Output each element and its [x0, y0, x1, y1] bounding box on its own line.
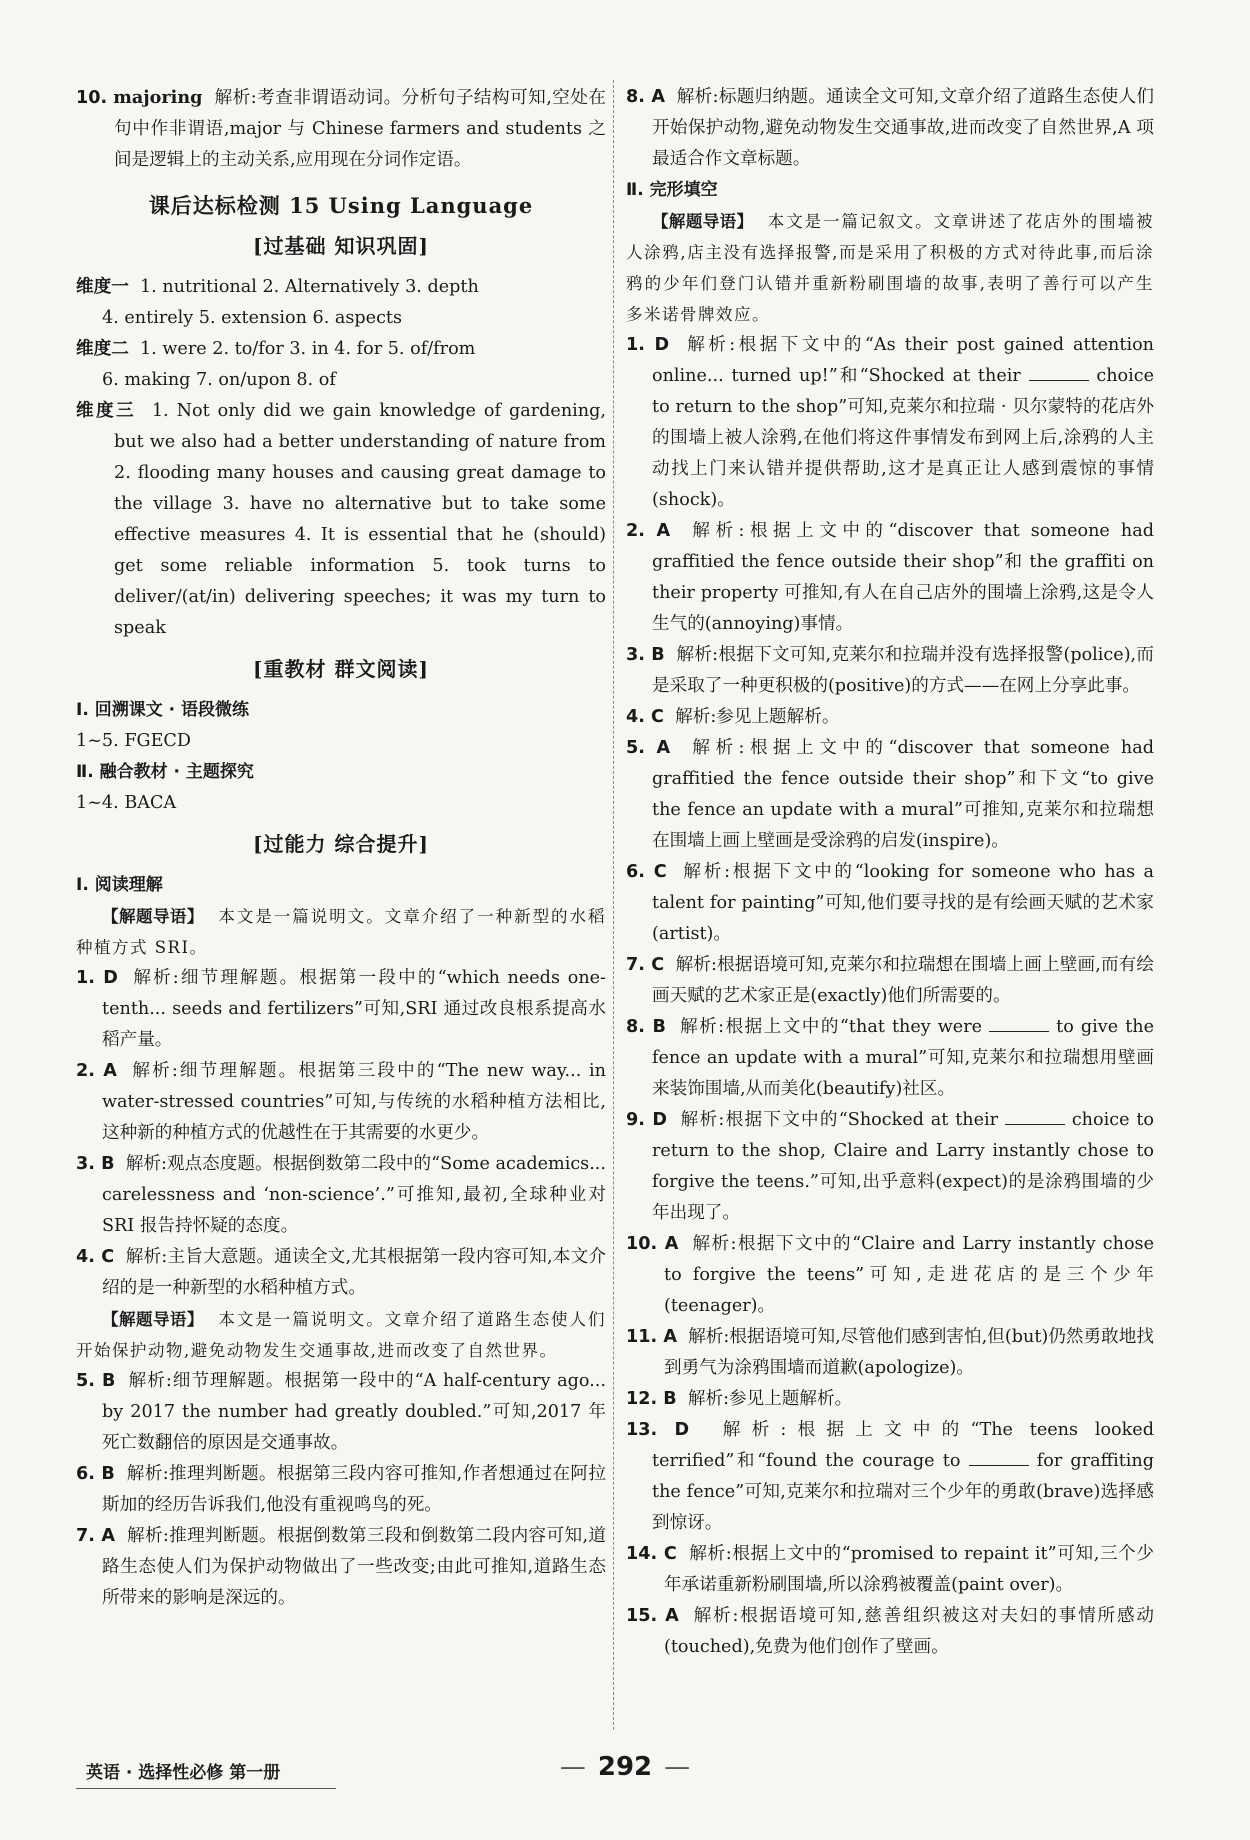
answer-item: 5. A 解析:根据上文中的“discover that someone had graffitied the fence outside their shop”和下文“to give the fence an update with a mural”可推知,克莱尔和拉瑞想在围墙上画上壁画是受涂鸦的启发(inspire)。	[626, 738, 1155, 851]
dimension-2: 维度二 1. were 2. to/for 3. in 4. for 5. of/from	[76, 339, 476, 359]
answer-item: 13. D 解析:根据上文中的“The teens looked terrified”和“found the courage to for graffiting the fence”可知,克莱尔和拉瑞对三个少年的勇敢(brave)选择感到惊讶。	[626, 1420, 1155, 1533]
page-number: — 292 —	[559, 1752, 691, 1782]
blank-line	[989, 1013, 1049, 1032]
answer-item: 7. A 解析:推理判断题。根据倒数第三段和倒数第二段内容可知,道路生态使人们为保护动物做出了一些改变;由此可推知,道路生态所带来的影响是深远的。	[76, 1526, 606, 1608]
answer-item: 1. D 解析:根据下文中的“As their post gained attention online... turned up!”和“Shocked at their choice to return to the shop”可知,克莱尔和拉瑞 · 贝尔蒙特的花店外的围墙上被人涂鸦,在他们将这件事情发布到网上后,涂鸦的人主动找上门来认错并提供帮助,这才是真正让人感到震惊的事情(shock)。	[626, 335, 1155, 510]
answer-text: 解析:考查非谓语动词。分析句子结构可知,空处在句中作非谓语,major 与 Chinese farmers and students 之间是逻辑上的主动关系,应用现在分词作定语。	[114, 88, 607, 170]
blank-line	[969, 1447, 1029, 1466]
answer-word: majoring	[113, 87, 203, 108]
column-divider	[613, 80, 614, 1730]
answer-item: 3. B 解析:根据下文可知,克莱尔和拉瑞并没有选择报警(police),而是采取了一种更积极的(positive)的方式——在网上分享此事。	[626, 645, 1155, 696]
section-header-textbook: [重教材 群文阅读]	[253, 657, 429, 681]
answer-item: 9. D 解析:根据下文中的“Shocked at their choice to return to the shop, Claire and Larry instantly chose to forgive the teens.”可知,出乎意料(expect)的是涂鸦围墙的少年出现了。	[626, 1105, 1154, 1229]
answer-line: 1~5. FGECD	[76, 731, 191, 751]
section-header-ability: [过能力 综合提升]	[253, 832, 429, 856]
answer-list	[626, 1539, 1154, 1663]
answer-item: 3. B 解析:观点态度题。根据倒数第二段中的“Some academics... carelessness and ‘non-science’.”可推知,最初,全球种业对 SRI 报告持怀疑的态度。	[76, 1154, 606, 1236]
answer-list	[76, 1366, 606, 1614]
answer-item: 6. C 解析:根据下文中的“looking for someone who has a talent for painting”可知,他们要寻找的是有绘画天赋的艺术家(artist)。	[626, 862, 1155, 944]
guide-paragraph: 【解题导语】 本文是一篇记叙文。文章讲述了花店外的围墙被人涂鸦,店主没有选择报警,而是采用了积极的方式对待此事,而后涂鸦的少年们登门认错并重新粉刷围墙的故事,表明了善行可以产生多米诺骨牌效应。	[626, 212, 1154, 324]
answer-item: 2. A 解析:细节理解题。根据第三段中的“The new way... in water-stressed countries”可知,与传统的水稻种植方法相比,这种新的种植方式的优越性在于其需要的水更少。	[76, 1061, 607, 1143]
dimension-1-cont: 4. entirely 5. extension 6. aspects	[102, 308, 403, 328]
answer-item: 5. B 解析:细节理解题。根据第一段中的“A half-century ago... by 2017 the number had greatly doubled.”可知,2017 年死亡数翻倍的原因是交通事故。	[76, 1371, 606, 1453]
answer-item: 7. C 解析:根据语境可知,克莱尔和拉瑞想在围墙上画上壁画,而有绘画天赋的艺术家正是(exactly)他们所需要的。	[626, 955, 1154, 1006]
answer-item: 2. A 解析:根据上文中的“discover that someone had graffitied the fence outside their shop”和 the graffiti on their property 可推知,有人在自己店外的围墙上涂鸦,这是令人生气的(annoying)事情。	[626, 521, 1155, 634]
answer-item: 6. B 解析:推理判断题。根据第三段内容可推知,作者想通过在阿拉斯加的经历告诉我们,他没有重视鸣鸟的死。	[76, 1464, 606, 1515]
footer-rule	[76, 1788, 336, 1789]
answer-item: 1. D 解析:细节理解题。根据第一段中的“which needs one-tenth... seeds and fertilizers”可知,SRI 通过改良根系提高水稻产量。	[76, 968, 607, 1050]
subsection-heading: Ⅰ. 阅读理解	[76, 875, 163, 895]
answer-item: 4. C 解析:主旨大意题。通读全文,尤其根据第一段内容可知,本文介绍的是一种新型的水稻种植方式。	[76, 1247, 606, 1298]
answer-item: 4. C 解析:参见上题解析。	[626, 707, 840, 727]
book-title: 英语 · 选择性必修 第一册	[86, 1763, 281, 1783]
answer-item: 10. majoring 解析:考查非谓语动词。分析句子结构可知,空处在句中作非谓语,major 与 Chinese farmers and students 之间是逻辑上的主动关系,应用现在分词作定语。	[76, 87, 607, 170]
right-column	[626, 82, 1154, 1663]
answer-item: 12. B 解析:参见上题解析。	[626, 1389, 853, 1409]
section-header-basics: [过基础 知识巩固]	[253, 234, 429, 258]
subsection-heading: Ⅱ. 完形填空	[626, 180, 718, 200]
answer-line: 1~4. BACA	[76, 793, 177, 813]
subsection-heading: Ⅱ. 融合教材 · 主题探究	[76, 762, 254, 782]
answer-item: 15. A 解析:根据语境可知,慈善组织被这对夫妇的事情所感动(touched),免费为他们创作了壁画。	[626, 1606, 1154, 1657]
dimension-3: 维度三 1. Not only did we gain knowledge of gardening, but we also had a better understanding of nature from 2. flooding many houses and causing great damage to the village 3. have no alternative but to take some effective measures 4. It is essential that he (should) get some reliable information 5. took turns to deliver/(at/in) delivering speeches; it was my turn to speak	[76, 401, 606, 638]
answer-list	[76, 963, 606, 1304]
answer-list	[626, 1229, 1154, 1415]
lesson-title: 课后达标检测 15 Using Language	[148, 193, 534, 218]
dimension-2-cont: 6. making 7. on/upon 8. of	[102, 370, 336, 390]
blank-line	[1005, 1106, 1065, 1125]
guide-paragraph: 【解题导语】 本文是一篇说明文。文章介绍了道路生态使人们开始保护动物,避免动物发生交通事故,进而改变了自然世界。	[76, 1310, 607, 1360]
answer-list	[626, 516, 1154, 1012]
answer-item: 8. A 解析:标题归纳题。通读全文可知,文章介绍了道路生态使人们开始保护动物,避免动物发生交通事故,进而改变了自然世界,A 项最适合作文章标题。	[626, 87, 1154, 169]
left-column	[76, 82, 606, 1614]
subsection-heading: Ⅰ. 回溯课文 · 语段微练	[76, 700, 249, 720]
answer-item: 11. A 解析:根据语境可知,尽管他们感到害怕,但(but)仍然勇敢地找到勇气为涂鸦围墙而道歉(apologize)。	[626, 1327, 1154, 1378]
blank-line	[1029, 362, 1089, 381]
answer-item: 14. C 解析:根据上文中的“promised to repaint it”可知,三个少年承诺重新粉刷围墙,所以涂鸦被覆盖(paint over)。	[626, 1544, 1154, 1595]
dimension-1: 维度一 1. nutritional 2. Alternatively 3. depth	[76, 277, 479, 297]
guide-paragraph: 【解题导语】 本文是一篇说明文。文章介绍了一种新型的水稻种植方式 SRI。	[76, 907, 607, 957]
answer-item: 8. B 解析:根据上文中的“that they were to give the fence an update with a mural”可知,克莱尔和拉瑞想用壁画来装饰围墙,从而美化(beautify)社区。	[626, 1012, 1154, 1105]
answer-item: 10. A 解析:根据下文中的“Claire and Larry instantly chose to forgive the teens”可知,走进花店的是三个少年(teenager)。	[626, 1234, 1154, 1316]
